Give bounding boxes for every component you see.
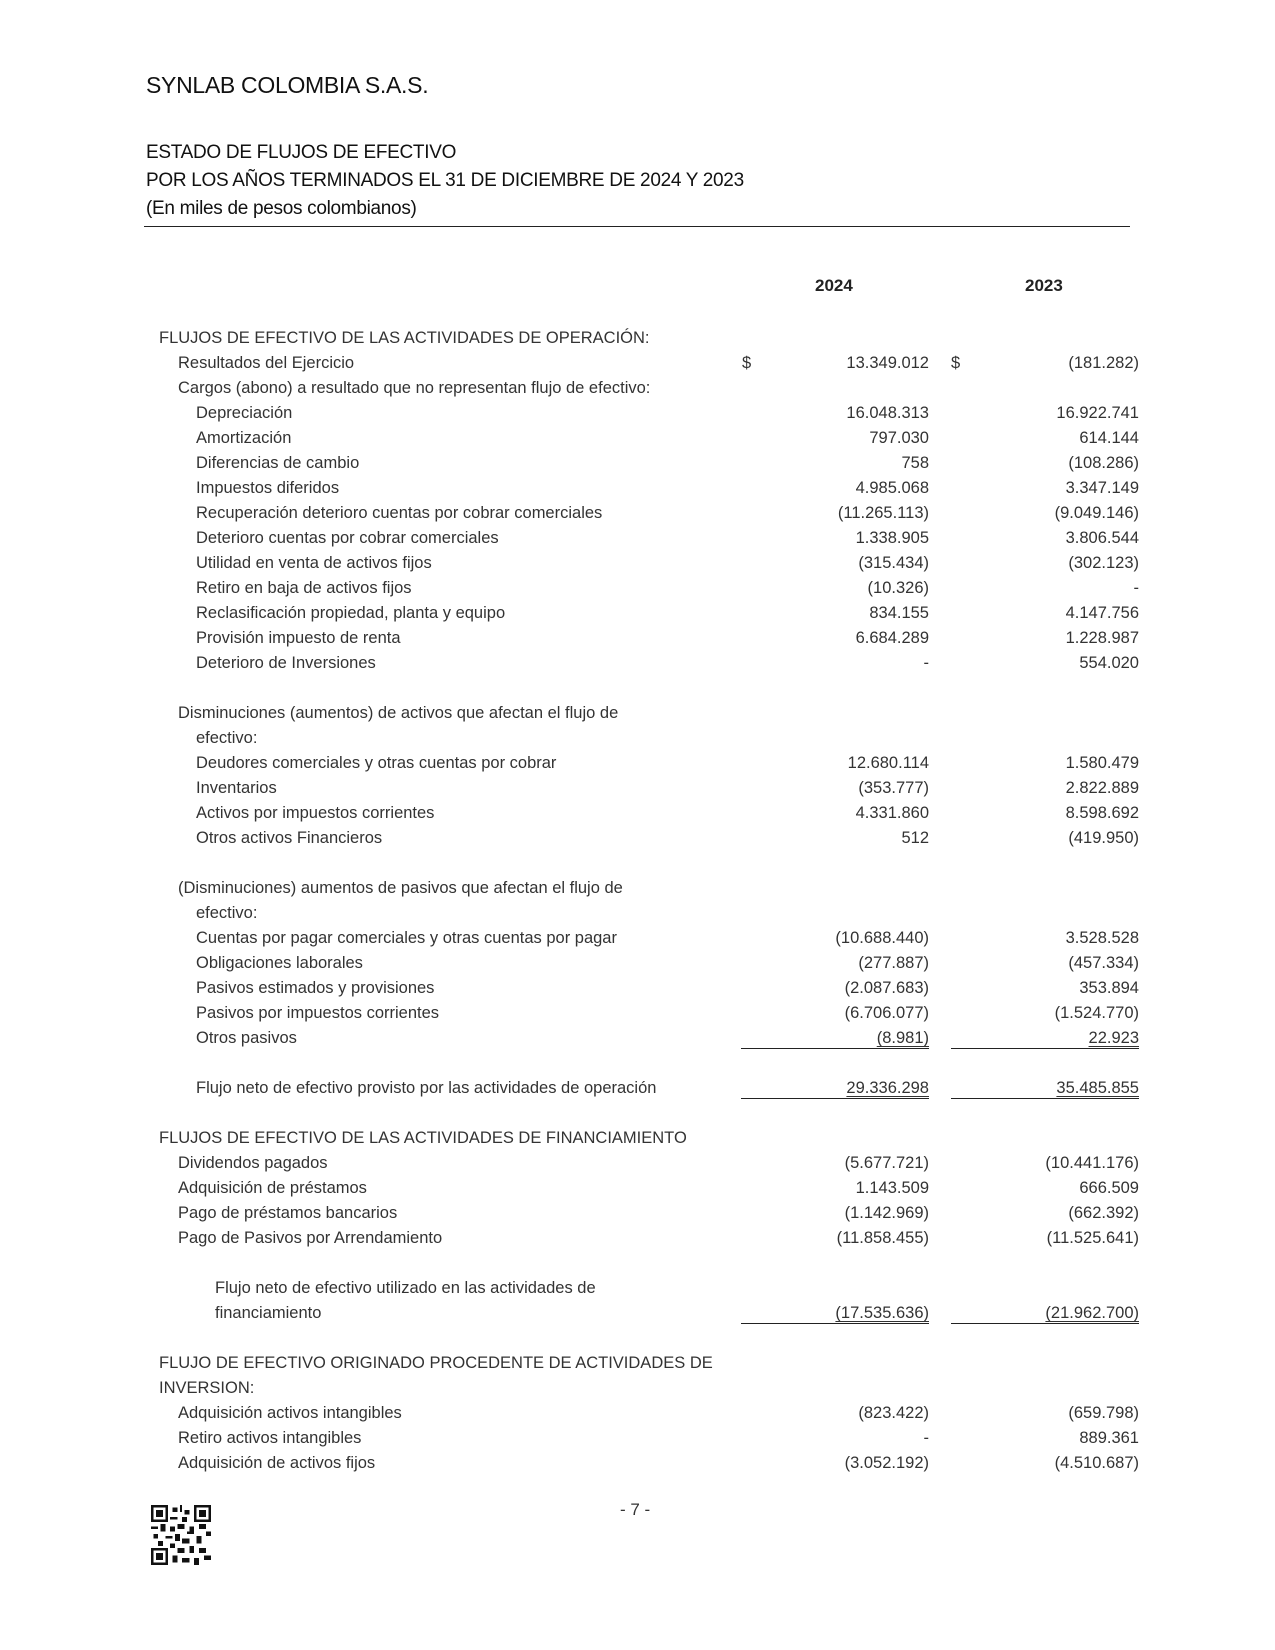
- row-label: Pasivos estimados y provisiones: [196, 979, 435, 997]
- value-2024: (10.326): [867, 579, 929, 597]
- table-row: [0, 1151, 1275, 1176]
- value-2023: 35.485.855: [1056, 1079, 1139, 1097]
- table-row: [0, 551, 1275, 576]
- column-header-2024: 2024: [815, 276, 853, 295]
- row-label: Pago de préstamos bancarios: [178, 1204, 398, 1222]
- value-2023: (181.282): [1068, 354, 1139, 372]
- total-underline: [951, 1323, 1139, 1324]
- row-label: Flujo neto de efectivo utilizado en las actividades de: [215, 1279, 596, 1297]
- row-label: Adquisición de préstamos: [178, 1179, 367, 1197]
- value-2023: 8.598.692: [1065, 804, 1139, 822]
- row-label: Retiro activos intangibles: [178, 1429, 362, 1447]
- value-2024: (3.052.192): [844, 1454, 929, 1472]
- table-row: [0, 1176, 1275, 1201]
- row-label: Otros activos Financieros: [196, 829, 383, 847]
- table-row: [0, 1026, 1275, 1051]
- row-spacer: [0, 1101, 1275, 1126]
- value-2024: (17.535.636): [835, 1304, 929, 1322]
- section-label-row: [0, 1276, 1275, 1301]
- statement-period: POR LOS AÑOS TERMINADOS EL 31 DE DICIEMBRE DE 2024 Y 2023: [146, 170, 744, 191]
- value-2023: (21.962.700): [1045, 1304, 1139, 1322]
- table-row: [0, 1076, 1275, 1101]
- value-2024: -: [923, 1429, 929, 1447]
- row-label: Adquisición de activos fijos: [178, 1454, 376, 1472]
- section-label-row: [0, 376, 1275, 401]
- table-row: [0, 626, 1275, 651]
- value-2023: (302.123): [1068, 554, 1139, 572]
- total-underline: [951, 1098, 1139, 1099]
- value-2024: (10.688.440): [835, 929, 929, 947]
- row-label: Resultados del Ejercicio: [178, 354, 355, 372]
- value-2024: (2.087.683): [844, 979, 929, 997]
- value-2023: 1.580.479: [1065, 754, 1139, 772]
- value-2024: (277.887): [858, 954, 929, 972]
- value-2024: (11.265.113): [837, 504, 929, 522]
- value-2024: (353.777): [858, 779, 929, 797]
- table-row: [0, 526, 1275, 551]
- row-label: (Disminuciones) aumentos de pasivos que afectan el flujo de: [178, 879, 623, 897]
- table-row: [0, 501, 1275, 526]
- table-row: [0, 651, 1275, 676]
- row-label: Pasivos por impuestos corrientes: [196, 1004, 440, 1022]
- page-number: - 7 -: [620, 1500, 651, 1519]
- value-2023: (4.510.687): [1054, 1454, 1139, 1472]
- row-label: efectivo:: [196, 729, 258, 747]
- value-2023: 666.509: [1079, 1179, 1139, 1197]
- section-label-row: [0, 1351, 1275, 1376]
- value-2024: 1.143.509: [855, 1179, 929, 1197]
- row-label: FLUJOS DE EFECTIVO DE LAS ACTIVIDADES DE OPERACIÓN:: [159, 329, 650, 347]
- value-2023: 353.894: [1079, 979, 1139, 997]
- value-2023: (419.950): [1068, 829, 1139, 847]
- row-label: Utilidad en venta de activos fijos: [196, 554, 432, 572]
- row-label: Impuestos diferidos: [196, 479, 340, 497]
- value-2024: (315.434): [858, 554, 929, 572]
- section-label-row: [0, 701, 1275, 726]
- table-row: [0, 1426, 1275, 1451]
- currency-symbol: $: [951, 354, 961, 372]
- row-label: Provisión impuesto de renta: [196, 629, 401, 647]
- value-2024: (11.858.455): [836, 1229, 929, 1247]
- row-spacer: [0, 1326, 1275, 1351]
- row-label: Recuperación deterioro cuentas por cobrar comerciales: [196, 504, 603, 522]
- total-underline: [951, 1048, 1139, 1049]
- table-row: [0, 1451, 1275, 1476]
- header-divider: [144, 226, 1130, 227]
- row-label: Reclasificación propiedad, planta y equipo: [196, 604, 506, 622]
- section-label-row: [0, 1126, 1275, 1151]
- total-underline: [741, 1098, 929, 1099]
- row-spacer: [0, 851, 1275, 876]
- value-2024: 834.155: [869, 604, 929, 622]
- value-2023: (662.392): [1068, 1204, 1139, 1222]
- table-row: [0, 926, 1275, 951]
- value-2024: 12.680.114: [847, 754, 929, 772]
- table-row: [0, 426, 1275, 451]
- cash-flow-table: [0, 326, 1275, 1476]
- value-2024: 6.684.289: [855, 629, 929, 647]
- table-row: [0, 801, 1275, 826]
- value-2023: 16.922.741: [1056, 404, 1139, 422]
- table-row: [0, 451, 1275, 476]
- row-label: Deterioro cuentas por cobrar comerciales: [196, 529, 499, 547]
- row-label: Obligaciones laborales: [196, 954, 363, 972]
- row-label: Adquisición activos intangibles: [178, 1404, 402, 1422]
- row-label: FLUJO DE EFECTIVO ORIGINADO PROCEDENTE DE ACTIVIDADES DE: [159, 1354, 713, 1372]
- table-row: [0, 1226, 1275, 1251]
- value-2024: 13.349.012: [846, 354, 929, 372]
- row-label: Disminuciones (aumentos) de activos que afectan el flujo de: [178, 704, 619, 722]
- value-2023: (9.049.146): [1054, 504, 1139, 522]
- row-label: FLUJOS DE EFECTIVO DE LAS ACTIVIDADES DE FINANCIAMIENTO: [159, 1129, 687, 1147]
- row-spacer: [0, 1051, 1275, 1076]
- row-spacer: [0, 676, 1275, 701]
- section-label-row: [0, 876, 1275, 901]
- row-label: financiamiento: [215, 1304, 322, 1322]
- value-2023: (10.441.176): [1045, 1154, 1139, 1172]
- value-2024: 29.336.298: [846, 1079, 929, 1097]
- qr-code-icon: [151, 1505, 211, 1565]
- row-label: Dividendos pagados: [178, 1154, 328, 1172]
- value-2023: 554.020: [1079, 654, 1139, 672]
- value-2024: 512: [901, 829, 929, 847]
- value-2023: (1.524.770): [1054, 1004, 1139, 1022]
- row-label: Retiro en baja de activos fijos: [196, 579, 412, 597]
- row-label: Depreciación: [196, 404, 293, 422]
- table-row: [0, 601, 1275, 626]
- value-2023: 2.822.889: [1065, 779, 1139, 797]
- row-label: Deudores comerciales y otras cuentas por cobrar: [196, 754, 557, 772]
- row-label: Deterioro de Inversiones: [196, 654, 376, 672]
- row-label: efectivo:: [196, 904, 258, 922]
- total-underline: [741, 1048, 929, 1049]
- value-2024: -: [923, 654, 929, 672]
- value-2024: 4.985.068: [855, 479, 929, 497]
- row-label: Cuentas por pagar comerciales y otras cuentas por pagar: [196, 929, 617, 947]
- value-2024: (1.142.969): [844, 1204, 929, 1222]
- value-2024: (6.706.077): [844, 1004, 929, 1022]
- value-2023: 3.347.149: [1065, 479, 1139, 497]
- table-row: [0, 951, 1275, 976]
- value-2023: 614.144: [1079, 429, 1139, 447]
- value-2023: (108.286): [1068, 454, 1139, 472]
- statement-title: ESTADO DE FLUJOS DE EFECTIVO: [146, 142, 457, 163]
- row-label: Diferencias de cambio: [196, 454, 360, 472]
- row-label: Inventarios: [196, 779, 277, 797]
- value-2023: 3.806.544: [1065, 529, 1139, 547]
- table-row: [0, 351, 1275, 376]
- section-label-row: [0, 726, 1275, 751]
- table-row: [0, 976, 1275, 1001]
- row-label: Cargos (abono) a resultado que no representan flujo de efectivo:: [178, 379, 651, 397]
- table-row: [0, 576, 1275, 601]
- table-row: [0, 826, 1275, 851]
- value-2024: 797.030: [869, 429, 929, 447]
- value-2023: 1.228.987: [1065, 629, 1139, 647]
- table-row: [0, 1001, 1275, 1026]
- value-2024: 1.338.905: [855, 529, 929, 547]
- row-label: Flujo neto de efectivo provisto por las actividades de operación: [196, 1079, 657, 1097]
- table-row: [0, 751, 1275, 776]
- value-2023: 3.528.528: [1065, 929, 1139, 947]
- section-label-row: [0, 326, 1275, 351]
- table-row: [0, 1201, 1275, 1226]
- value-2023: (11.525.641): [1046, 1229, 1139, 1247]
- section-label-row: [0, 1376, 1275, 1401]
- value-2024: 4.331.860: [855, 804, 929, 822]
- value-2023: 889.361: [1079, 1429, 1139, 1447]
- table-row: [0, 776, 1275, 801]
- row-label: Pago de Pasivos por Arrendamiento: [178, 1229, 443, 1247]
- column-header-2023: 2023: [1025, 276, 1063, 295]
- value-2024: 758: [901, 454, 929, 472]
- statement-units: (En miles de pesos colombianos): [146, 198, 417, 219]
- row-label: Amortización: [196, 429, 292, 447]
- section-label-row: [0, 901, 1275, 926]
- value-2024: (8.981): [876, 1029, 929, 1047]
- table-row: [0, 401, 1275, 426]
- currency-symbol: $: [742, 354, 752, 372]
- row-label: Activos por impuestos corrientes: [196, 804, 435, 822]
- table-row: [0, 1301, 1275, 1326]
- value-2023: 22.923: [1088, 1029, 1139, 1047]
- value-2024: (823.422): [858, 1404, 929, 1422]
- row-spacer: [0, 1251, 1275, 1276]
- company-name: SYNLAB COLOMBIA S.A.S.: [146, 72, 429, 98]
- value-2023: (457.334): [1068, 954, 1139, 972]
- table-row: [0, 476, 1275, 501]
- row-label: Otros pasivos: [196, 1029, 297, 1047]
- table-row: [0, 1401, 1275, 1426]
- total-underline: [741, 1323, 929, 1324]
- value-2024: (5.677.721): [844, 1154, 929, 1172]
- value-2024: 16.048.313: [846, 404, 929, 422]
- value-2023: (659.798): [1068, 1404, 1139, 1422]
- row-label: INVERSION:: [159, 1379, 255, 1397]
- value-2023: 4.147.756: [1065, 604, 1139, 622]
- value-2023: -: [1133, 579, 1139, 597]
